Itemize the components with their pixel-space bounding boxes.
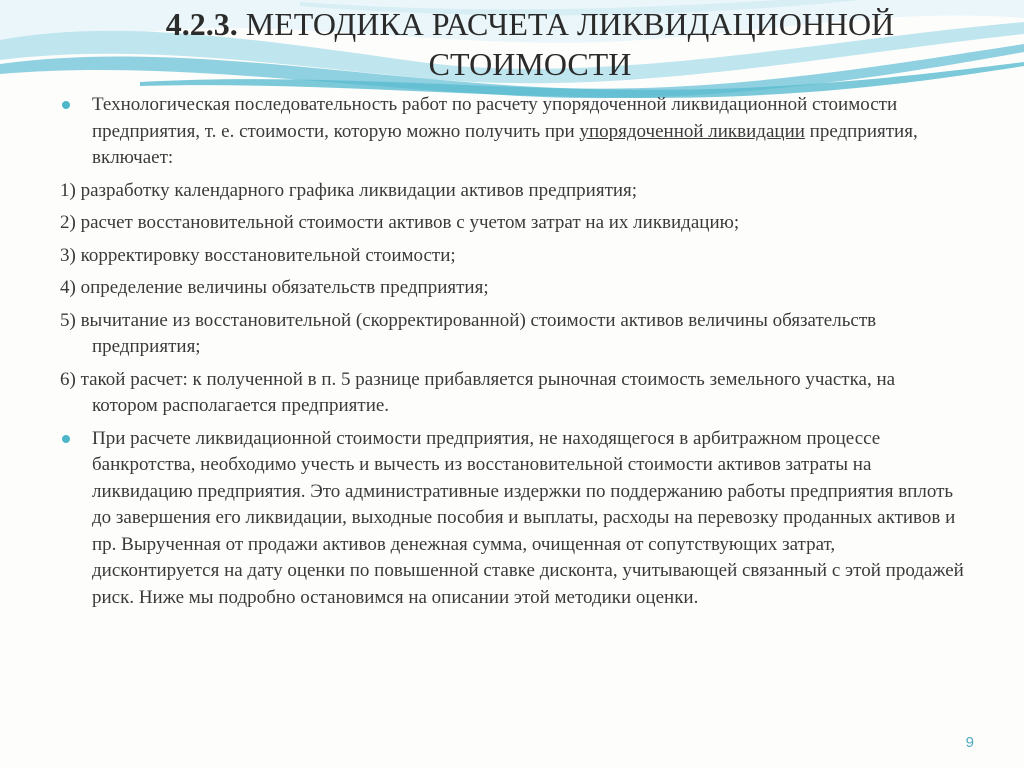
title-line1: МЕТОДИКА РАСЧЕТА ЛИКВИДАЦИОННОЙ bbox=[245, 6, 895, 42]
list-item-2: 2) расчет восстановительной стоимости активов с учетом затрат на их ликвидацию; bbox=[60, 212, 740, 233]
slide-title bbox=[60, 4, 1000, 84]
bullet1-underlined-term: упорядоченной ликвидации bbox=[579, 120, 805, 142]
list-item-3: 3) корректировку восстановительной стоимости; bbox=[60, 244, 456, 266]
list-item-5: 5) вычитание из восстановительной (скорректированной) стоимости активов величины обязательств предприятия; bbox=[60, 309, 877, 357]
bullet-paragraph-1 bbox=[60, 92, 965, 172]
bullet-paragraph-2 bbox=[60, 426, 965, 612]
title-number: 4.2.3. bbox=[165, 6, 238, 42]
list-item-1: 1) разработку календарного графика ликвидации активов предприятия; bbox=[60, 179, 638, 201]
page-number: 9 bbox=[965, 734, 974, 751]
bullet1-text-after: предприятия, включает: bbox=[92, 120, 918, 168]
slide-content bbox=[60, 92, 965, 617]
bullet1-text-before: Технологическая последовательность работ по расчету упорядоченной ликвидационной стоимости предприятия, т. е. стоимости, которую можно получить при bbox=[92, 94, 898, 142]
title-line2: СТОИМОСТИ bbox=[428, 46, 632, 82]
bullet-dot-icon bbox=[62, 101, 70, 109]
bullet-dot-icon bbox=[62, 435, 70, 443]
list-item-6: 6) такой расчет: к полученной в п. 5 разнице прибавляется рыночная стоимость земельного участка, на котором располагается предприятие. bbox=[60, 368, 896, 416]
list-item-4: 4) определение величины обязательств предприятия; bbox=[60, 277, 489, 298]
bullet2-text: При расчете ликвидационной стоимости предприятия, не находящегося в арбитражном процессе банкротства, необходимо учесть и вычесть из восстановительной стоимости активов затраты на ликвидацию предприятия. Это административные издержки по поддержанию работы предприятия вплоть до завершения его ликвидации, выходные пособия и выплаты, расходы на перевозку проданных активов и пр. Вырученная от продажи активов денежная сумма, очищенная от сопутствующих затрат, дисконтируется на дату оценки по повышенной ставке дисконта, учитывающей связанный с этой продажей риск. Ниже мы подробно остановимся на описании этой методики оценки. bbox=[92, 427, 964, 608]
